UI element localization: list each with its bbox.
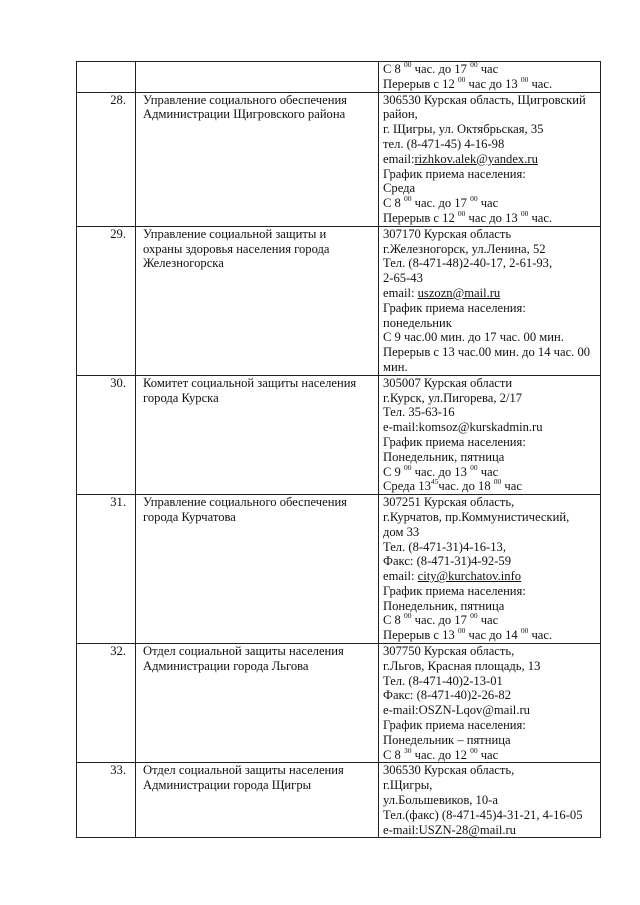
contact-line xyxy=(383,208,598,226)
contact-text: Перерыв с 12 xyxy=(383,210,458,225)
contact-line xyxy=(383,345,598,360)
contact-line xyxy=(383,763,598,778)
table-row xyxy=(77,375,601,494)
contact-text: г.Льгов, Красная площадь, 13 xyxy=(383,658,541,673)
contact-line xyxy=(383,688,598,703)
contact-text: час xyxy=(477,613,499,628)
contact-text: час. до 17 xyxy=(411,62,471,76)
table-row xyxy=(77,226,601,375)
contact-text: час. до 12 xyxy=(411,747,471,762)
contact-line xyxy=(383,420,598,435)
contact-text: дом 33 xyxy=(383,524,420,539)
contact-text: С 8 xyxy=(383,62,404,76)
organization-line: Отдел социальной защиты населения xyxy=(143,763,344,778)
time-minutes: 45 xyxy=(430,477,439,487)
organization-name xyxy=(136,226,379,375)
contact-text: час. до 18 xyxy=(438,479,494,494)
contact-line xyxy=(383,360,598,375)
row-number: 28. xyxy=(77,92,136,226)
table-row xyxy=(77,495,601,644)
time-minutes: 00 xyxy=(470,60,478,69)
contact-text: График приема населения: xyxy=(383,434,526,449)
contact-text: час xyxy=(477,62,499,76)
organization-name xyxy=(136,495,379,644)
contact-line xyxy=(383,301,598,316)
organization-line: Железногорска xyxy=(143,256,224,271)
contact-text: e-mail:komsoz@kurskadmin.ru xyxy=(383,420,543,435)
contact-line xyxy=(383,242,598,257)
contact-line xyxy=(383,479,598,494)
time-minutes: 00 xyxy=(404,462,412,472)
contact-line xyxy=(383,107,598,122)
row-number: 33. xyxy=(77,763,136,838)
organization-line: Администрации города Льгова xyxy=(143,658,309,673)
contact-line xyxy=(383,196,598,211)
time-minutes: 00 xyxy=(457,626,466,636)
contact-line xyxy=(383,227,598,242)
contact-text: С 8 xyxy=(383,196,404,211)
time-minutes: 00 xyxy=(520,208,529,218)
organization-line: Администрации Щигровского района xyxy=(143,107,346,122)
contact-text: Тел. 35-63-16 xyxy=(383,405,455,420)
contact-text: Тел. (8-471-31)4-16-13, xyxy=(383,539,506,554)
contact-text: Факс: (8-471-40)2-26-82 xyxy=(383,688,512,703)
contact-line xyxy=(383,733,598,748)
contact-line xyxy=(383,137,598,152)
email-link[interactable]: rizhkov.alek@yandex.ru xyxy=(414,151,538,166)
contact-line xyxy=(383,405,598,420)
time-minutes: 00 xyxy=(404,60,412,69)
row-number: 29. xyxy=(77,226,136,375)
contact-line xyxy=(383,808,598,823)
contact-text: г. Щигры, ул. Октябрьская, 35 xyxy=(383,122,544,137)
organization-name xyxy=(136,92,379,226)
row-number: 30. xyxy=(77,375,136,494)
contact-text: час xyxy=(477,196,499,211)
contact-text: С 8 xyxy=(383,747,404,762)
contact-text: час. до 17 xyxy=(411,613,471,628)
time-minutes: 00 xyxy=(404,194,412,204)
row-number: 31. xyxy=(77,495,136,644)
contact-line xyxy=(383,510,598,525)
contact-line xyxy=(383,584,598,599)
contact-text: Среда 13 xyxy=(383,479,431,494)
contact-text: Понедельник, пятница xyxy=(383,598,505,613)
contact-line xyxy=(383,391,598,406)
contact-line xyxy=(383,778,598,793)
contact-text: г.Щигры, xyxy=(383,778,433,793)
table-body xyxy=(77,62,601,838)
time-minutes: 00 xyxy=(457,208,466,218)
contact-line xyxy=(383,793,598,808)
contact-line xyxy=(383,525,598,540)
contact-text: район, xyxy=(383,107,418,122)
contact-text: час до 14 xyxy=(465,628,521,643)
contact-text: час до 13 xyxy=(465,76,521,91)
contact-info xyxy=(379,226,601,375)
organization-name xyxy=(136,763,379,838)
contact-info xyxy=(379,92,601,226)
contact-text: Тел.(факс) (8-471-45)4-31-21, 4-16-05 xyxy=(383,807,583,822)
contact-text: График приема населения: xyxy=(383,583,526,598)
contact-text: час xyxy=(477,747,499,762)
contact-line xyxy=(383,495,598,510)
contact-line xyxy=(383,613,598,628)
time-minutes: 00 xyxy=(470,194,478,204)
contact-text: г.Курчатов, пр.Коммунистический, xyxy=(383,509,570,524)
contact-text: час. xyxy=(528,210,553,225)
contact-line xyxy=(383,152,598,167)
contact-text: email: xyxy=(383,151,415,166)
contact-line xyxy=(383,659,598,674)
contact-line xyxy=(383,554,598,569)
organization-line: города Курска xyxy=(143,390,219,405)
organization-line: Отдел социальной защиты населения xyxy=(143,644,344,659)
time-minutes: 00 xyxy=(470,462,478,472)
contact-text: График приема населения: xyxy=(383,166,526,181)
time-minutes: 00 xyxy=(404,611,412,621)
contact-line xyxy=(383,718,598,733)
contact-line xyxy=(383,435,598,450)
contact-line xyxy=(383,271,598,286)
contact-text: г.Железногорск, ул.Ленина, 52 xyxy=(383,241,546,256)
contact-line xyxy=(383,330,598,345)
contact-line xyxy=(383,745,598,763)
contact-text: Факс: (8-471-31)4-92-59 xyxy=(383,554,512,569)
contact-text: email: xyxy=(383,285,418,300)
contact-text: час. xyxy=(528,76,553,91)
contact-line xyxy=(383,540,598,555)
contact-text: Тел. (8-471-40)2-13-01 xyxy=(383,673,503,688)
contact-line xyxy=(383,462,598,480)
contact-info xyxy=(379,644,601,763)
contact-line xyxy=(383,674,598,689)
organization-line: охраны здоровья населения города xyxy=(143,241,330,256)
contact-line xyxy=(383,93,598,108)
table-row xyxy=(77,763,601,838)
contact-text: мин. xyxy=(383,359,408,374)
contact-text: Тел. (8-471-48)2-40-17, 2-61-93, xyxy=(383,256,553,271)
organization-line: города Курчатова xyxy=(143,509,236,524)
contact-line xyxy=(383,167,598,182)
contact-line xyxy=(383,316,598,331)
table-row xyxy=(77,62,601,93)
contact-text: 307251 Курская область, xyxy=(383,495,515,510)
contact-info xyxy=(379,763,601,838)
contact-line xyxy=(383,628,598,643)
contact-text: 306530 Курская область, xyxy=(383,763,515,778)
contact-text: час. до 13 xyxy=(411,464,471,479)
contact-line xyxy=(383,122,598,137)
contact-text: Перерыв с 12 xyxy=(383,76,458,91)
contact-text: час до 13 xyxy=(465,210,521,225)
time-minutes: 00 xyxy=(520,626,529,636)
contact-info xyxy=(379,62,601,93)
contact-line xyxy=(383,599,598,614)
contact-text: г.Курск, ул.Пигорева, 2/17 xyxy=(383,390,523,405)
table-row xyxy=(77,92,601,226)
time-minutes: 00 xyxy=(470,745,478,755)
email-link[interactable]: city@kurchatov.info xyxy=(417,569,522,584)
contact-line xyxy=(383,823,598,838)
contact-text: час. xyxy=(528,628,553,643)
contact-text: С 8 xyxy=(383,613,404,628)
contact-text: Понедельник – пятница xyxy=(383,732,511,747)
contact-text: 2-65-43 xyxy=(383,271,423,286)
contact-line xyxy=(383,74,598,92)
contact-line xyxy=(383,569,598,584)
contact-text: С 9 час.00 мин. до 17 час. 00 мин. xyxy=(383,330,564,345)
time-minutes: 00 xyxy=(470,611,478,621)
social-services-table xyxy=(76,61,601,838)
contact-text: Перерыв с 13 час.00 мин. до 14 час. 00 xyxy=(383,345,591,360)
contact-line xyxy=(383,644,598,659)
row-number: 32. xyxy=(77,644,136,763)
contact-line xyxy=(383,450,598,465)
contact-line xyxy=(383,62,598,77)
contact-line xyxy=(383,286,598,301)
time-minutes: 00 xyxy=(520,74,529,84)
contact-text: Среда xyxy=(383,181,416,196)
contact-text: График приема населения: xyxy=(383,300,526,315)
row-number xyxy=(77,62,136,93)
contact-text: Перерыв с 13 xyxy=(383,628,458,643)
contact-info xyxy=(379,495,601,644)
contact-text: час xyxy=(477,464,499,479)
email-link[interactable]: uszozn@mail.ru xyxy=(417,285,501,300)
contact-text: Понедельник, пятница xyxy=(383,449,505,464)
contact-text: ул.Большевиков, 10-а xyxy=(383,793,498,808)
contact-line xyxy=(383,256,598,271)
contact-text: 305007 Курская области xyxy=(383,375,513,390)
contact-text: тел. (8-471-45) 4-16-98 xyxy=(383,136,505,151)
contact-line xyxy=(383,376,598,391)
organization-name xyxy=(136,644,379,763)
organization-line: Управление социального обеспечения xyxy=(143,92,347,107)
table-row xyxy=(77,644,601,763)
contact-text: email: xyxy=(383,569,418,584)
contact-text: e-mail:USZN-28@mail.ru xyxy=(383,822,516,837)
organization-line: Управление социальной защиты и xyxy=(143,226,327,241)
time-minutes: 00 xyxy=(493,477,502,487)
contact-text: 307170 Курская область xyxy=(383,226,512,241)
organization-line: Комитет социальной защиты населения xyxy=(143,375,357,390)
organization-line: Администрации города Щигры xyxy=(143,778,312,793)
time-minutes: 00 xyxy=(457,74,466,84)
contact-line xyxy=(383,703,598,718)
contact-text: С 9 xyxy=(383,464,404,479)
contact-line xyxy=(383,181,598,196)
contact-text: 306530 Курская область, Щигровский xyxy=(383,92,586,107)
contact-text: 307750 Курская область, xyxy=(383,644,515,659)
contact-text: График приема населения: xyxy=(383,718,526,733)
organization-line: Управление социального обеспечения xyxy=(143,495,347,510)
contact-text: e-mail:OSZN-Lqov@mail.ru xyxy=(383,703,530,718)
organization-name xyxy=(136,375,379,494)
contact-text: час. до 17 xyxy=(411,196,471,211)
contact-info xyxy=(379,375,601,494)
contact-text: понедельник xyxy=(383,315,452,330)
organization-name xyxy=(136,62,379,93)
contact-text: час xyxy=(501,479,522,494)
time-minutes: 30 xyxy=(404,745,412,755)
